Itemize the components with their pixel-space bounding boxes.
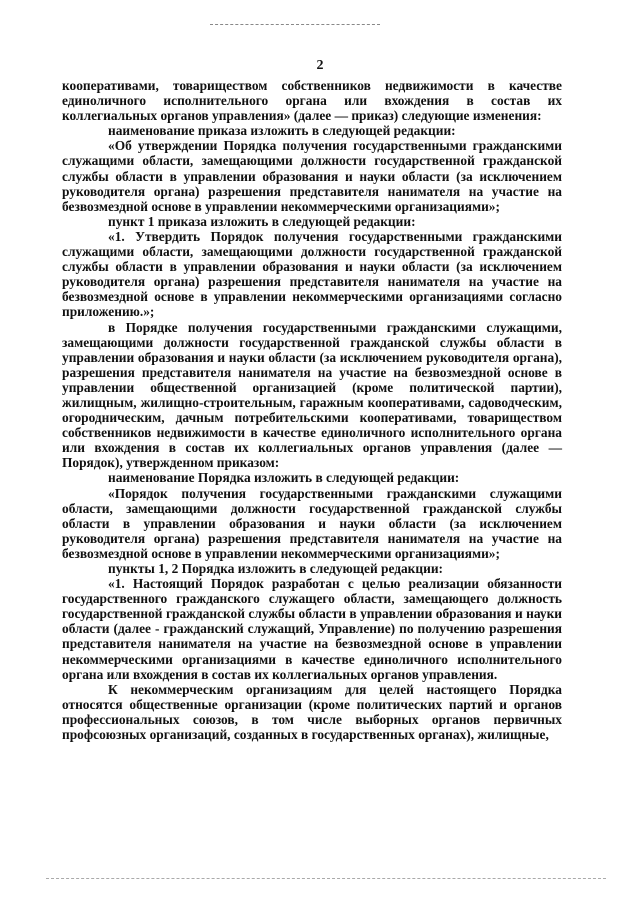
paragraph: пункты 1, 2 Порядка изложить в следующей редакции: bbox=[108, 561, 444, 576]
paragraph: К некоммерческим организациям для целей настоящего Порядка относятся общественные организации (кроме политических партий и органов профессиональных союзов, в том числе выборных органов первичных профсоюзных организаций, созданных в государственных органах), жилищные, bbox=[62, 681, 562, 743]
paragraph: в Порядке получения государственными гражданскими служащими, замещающими должности государственной гражданской службы области в управлении образования и науки области (за исключением руководителя органа), разрешения представителя нанимателя на участие на безвозмездной основе в управлении общественной организацией (кроме политической партии), жилищным, жилищно-строительным, гаражным кооперативами, садоводческим, огородническим, дачным потребительскими кооперативами, товариществом собственников недвижимости в качестве единоличного исполнительного органа или вхождения в состав их коллегиальных органов управления (далее — Порядок), утвержденном приказом: bbox=[62, 319, 562, 471]
top-divider bbox=[210, 24, 380, 25]
paragraph: наименование Порядка изложить в следующей редакции: bbox=[108, 470, 460, 486]
paragraph: «1. Утвердить Порядок получения государственными гражданскими служащими области, замещающими должности государственной гражданской службы области в управлении образования и науки области (за исключением руководителя органа) разрешения представителя нанимателя на участие на безвозмездной основе в управлении некоммерческими организациями согласно приложению.»; bbox=[62, 228, 562, 320]
paragraph: пункт 1 приказа изложить в следующей редакции: bbox=[108, 213, 416, 229]
paragraph: наименование приказа изложить в следующей редакции: bbox=[108, 123, 456, 139]
paragraph: «1. Настоящий Порядок разработан с целью реализации обязанности государственного гражданского служащего области, замещающего должность государственной гражданской службы области в управлении образования и науки области (далее - гражданский служащий, Управление) по получению разрешения представителя нанимателя на участие на безвозмездной основе в управлении некоммерческими организациями в качестве единоличного исполнительного органа или вхождения в состав их коллегиальных органов управления. bbox=[62, 576, 562, 682]
bottom-divider bbox=[46, 878, 606, 879]
page-number: 2 bbox=[316, 58, 324, 73]
document-body bbox=[62, 78, 562, 742]
paragraph: кооперативами, товариществом собственников недвижимости в качестве единоличного исполнительного органа или вхождения в состав их коллегиальных органов управления» (далее — приказ) следующие изменения: bbox=[62, 78, 562, 124]
paragraph: «Об утверждении Порядка получения государственными гражданскими служащими области, замещающими должности государственной гражданской службы области в управлении образования и науки области (за исключением руководителя органа) разрешения представителя нанимателя на участие на безвозмездной основе в управлении некоммерческими организациями»; bbox=[62, 138, 562, 214]
paragraph: «Порядок получения государственными гражданскими служащими области, замещающими должности государственной гражданской службы области в управлении образования и науки области (за исключением руководителя органа) разрешения представителя нанимателя на участие на безвозмездной основе в управлении некоммерческими организациями»; bbox=[62, 485, 562, 561]
